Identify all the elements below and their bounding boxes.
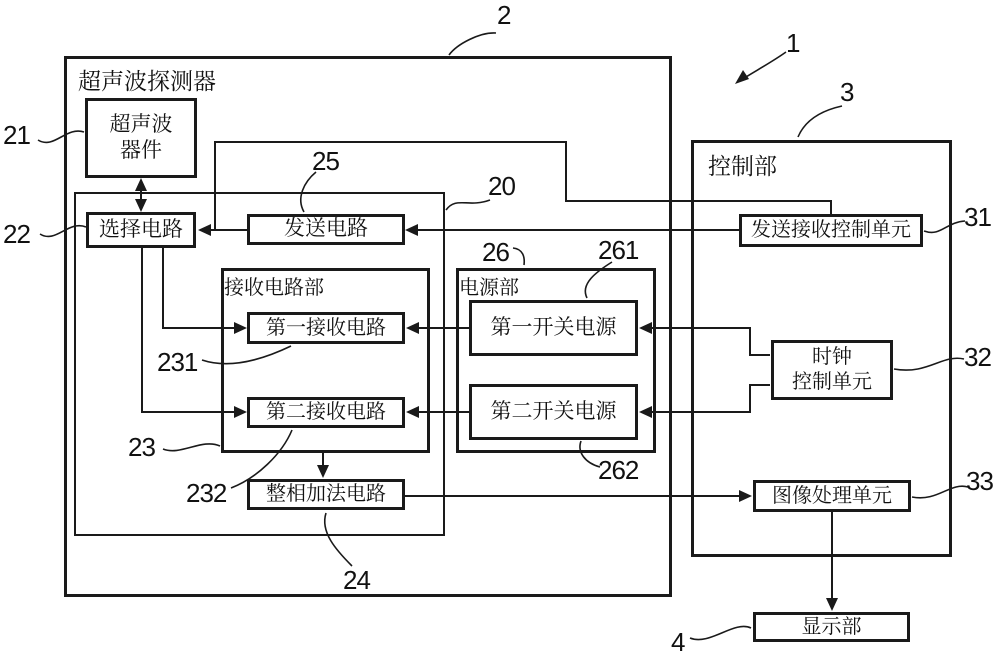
transmit-circuit-label: 发送电路 bbox=[284, 217, 368, 241]
ref-label-262: 262 bbox=[598, 455, 639, 485]
second-receive-circuit-label: 第二接收电路 bbox=[266, 401, 386, 423]
ref-label-25: 25 bbox=[312, 146, 339, 176]
ref-label-22: 22 bbox=[3, 219, 30, 249]
ref-label-231: 231 bbox=[157, 347, 198, 377]
ref-label-261: 261 bbox=[598, 235, 639, 265]
selection-circuit-box bbox=[86, 212, 196, 248]
image-processing-unit-label: 图像处理单元 bbox=[772, 484, 892, 507]
leader-ref-2 bbox=[449, 33, 496, 55]
control-section-group-title: 控制部 bbox=[708, 153, 777, 179]
leader-ref-3 bbox=[798, 106, 842, 137]
ref-label-32: 32 bbox=[964, 342, 991, 372]
transmit-receive-control-unit-label: 发送接收控制单元 bbox=[751, 219, 911, 241]
clock-control-unit-box bbox=[771, 340, 893, 400]
ref-label-1: 1 bbox=[786, 28, 800, 58]
clock-control-unit-label: 时钟 控制单元 bbox=[792, 346, 872, 393]
image-processing-unit-box bbox=[753, 480, 911, 512]
ref-label-26: 26 bbox=[482, 237, 509, 267]
ref-label-2: 2 bbox=[497, 0, 511, 30]
ref-label-23: 23 bbox=[128, 432, 155, 462]
ref-label-232: 232 bbox=[186, 478, 227, 508]
receiver-section-group-title: 接收电路部 bbox=[224, 277, 324, 299]
ref-label-33: 33 bbox=[966, 466, 993, 496]
arrowhead-into-display-top bbox=[826, 598, 838, 611]
ref-label-31: 31 bbox=[964, 202, 991, 232]
transmit-circuit-box bbox=[247, 214, 405, 245]
power-section-group-title: 电源部 bbox=[459, 277, 519, 299]
ultrasonic-detector-group-title: 超声波探测器 bbox=[78, 68, 216, 94]
second-receive-circuit-box bbox=[247, 397, 405, 428]
selection-circuit-label: 选择电路 bbox=[99, 217, 183, 241]
display-unit-label: 显示部 bbox=[801, 615, 862, 638]
ref-label-20: 20 bbox=[488, 171, 515, 201]
second-switching-power-label: 第二开关电源 bbox=[490, 399, 617, 423]
leader-ref-1 bbox=[741, 52, 786, 80]
leader-ref-4 bbox=[690, 626, 751, 639]
ultrasonic-device-label: 超声波 器件 bbox=[109, 112, 173, 162]
ultrasonic-device-box bbox=[85, 98, 197, 178]
first-receive-circuit-label: 第一接收电路 bbox=[266, 316, 386, 339]
ref-label-24: 24 bbox=[343, 565, 370, 595]
arrowhead-ref-1-pointer bbox=[735, 70, 749, 84]
phasing-addition-circuit-label: 整相加法电路 bbox=[266, 483, 386, 505]
first-receive-circuit-box bbox=[247, 312, 405, 344]
phasing-addition-circuit-box bbox=[247, 479, 405, 510]
ref-label-3: 3 bbox=[840, 77, 854, 107]
ref-label-4: 4 bbox=[671, 627, 685, 655]
ref-label-21: 21 bbox=[3, 120, 30, 150]
second-switching-power-box bbox=[469, 384, 638, 440]
first-switching-power-box bbox=[469, 300, 638, 356]
display-unit-box bbox=[753, 612, 910, 642]
first-switching-power-label: 第一开关电源 bbox=[490, 315, 617, 339]
transmit-receive-control-unit-box bbox=[739, 214, 923, 247]
